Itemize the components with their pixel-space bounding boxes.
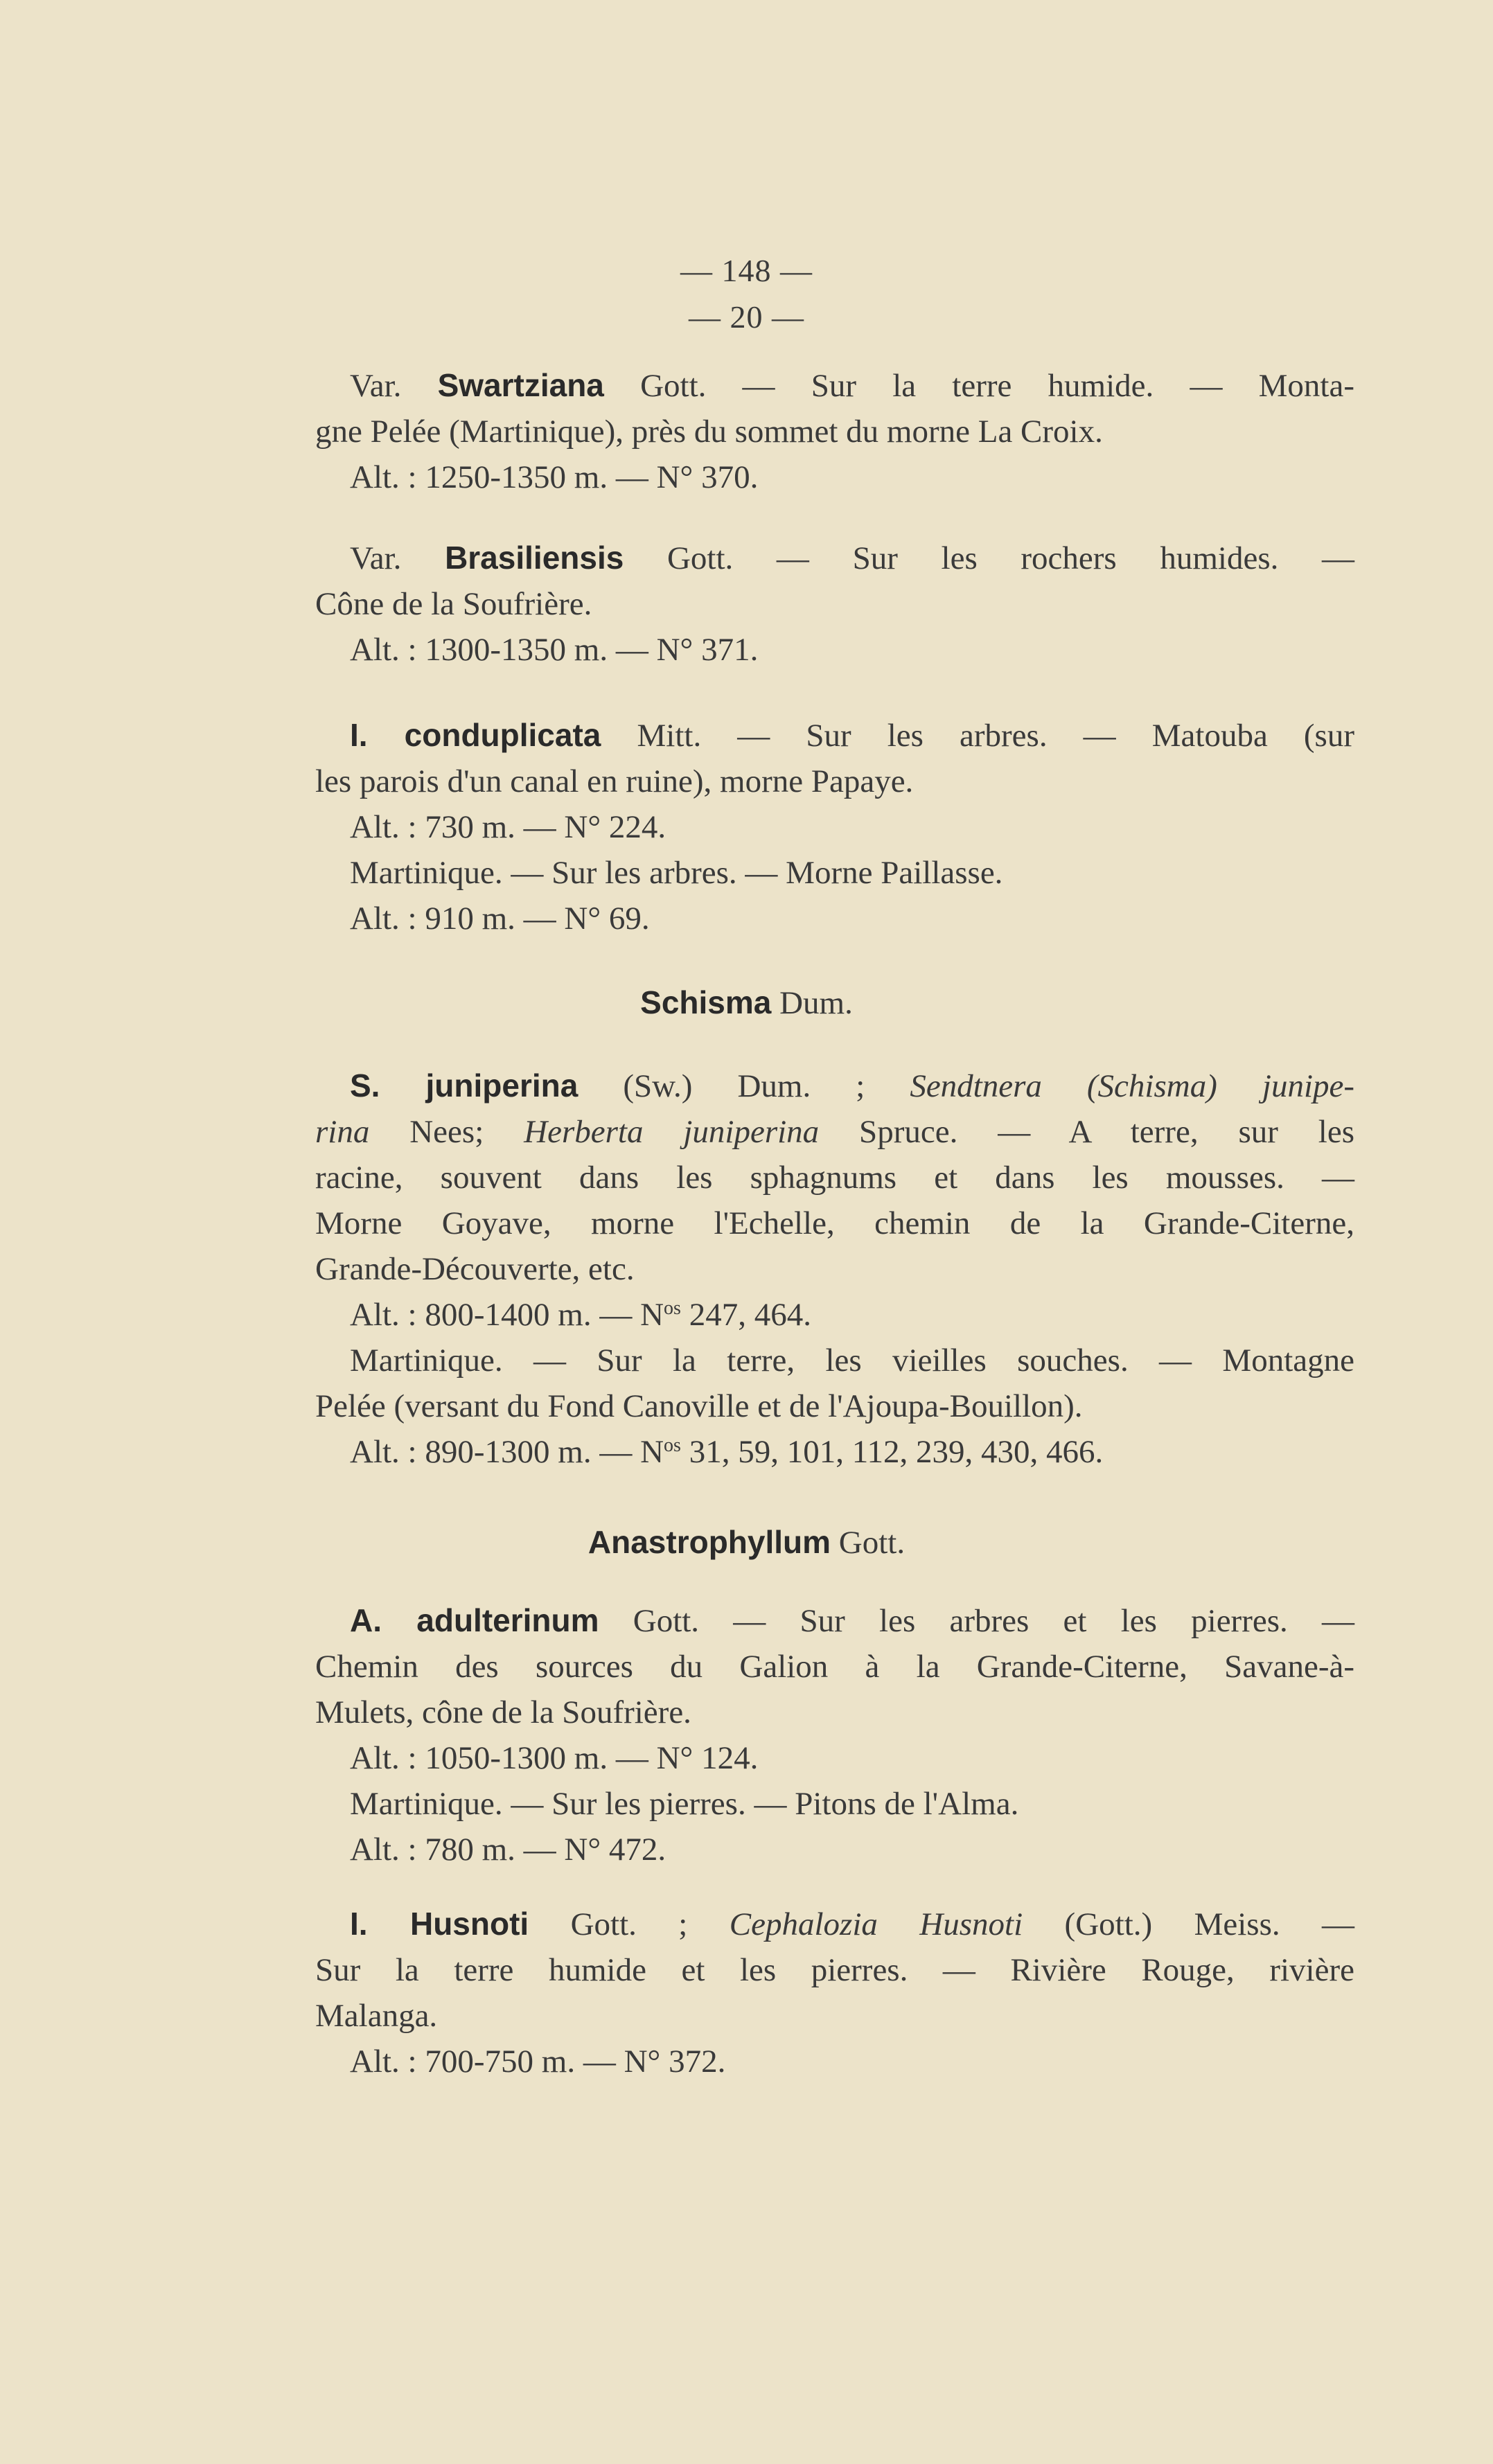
entry-brasiliensis [315, 535, 1354, 673]
number-superscript: os [664, 1435, 681, 1456]
entry-line: Alt. : 1300-1350 m. — N° 371. [350, 632, 759, 668]
entry-text: Nees; [369, 1114, 524, 1150]
entry-prefix: Var. [350, 368, 438, 404]
entry-line [315, 1429, 1354, 1475]
entry-line: gne Pelée (Martinique), près du sommet du morne La Croix. [315, 414, 1103, 450]
entry-line: Alt. : 700-750 m. — N° 372. [350, 2044, 726, 2080]
entry-line: Malanga. [315, 1998, 438, 2034]
entry-husnoti [315, 1901, 1354, 2084]
genus-name: Schisma [640, 984, 772, 1020]
entry-line: Cône de la Soufrière. [315, 586, 592, 622]
entry-text: 247, 464. [680, 1297, 811, 1333]
taxon-name: S. juniperina [350, 1067, 578, 1104]
entry-line: Alt. : 910 m. — N° 69. [350, 901, 650, 937]
taxon-name: Brasiliensis [445, 540, 624, 576]
synonym: Cephalozia Husnoti [729, 1906, 1023, 1942]
page-number-inner: — 20 — [689, 299, 804, 335]
entry-line: Alt. : 730 m. — N° 224. [350, 809, 666, 845]
taxon-name: A. adulterinum [350, 1602, 599, 1638]
entry-line [315, 712, 1354, 759]
synonym: Herberta juniperina [524, 1114, 820, 1150]
entry-line: Martinique. — Sur les pierres. — Pitons de l'Alma. [350, 1786, 1019, 1822]
taxon-name: Swartziana [437, 367, 604, 403]
entry-line [315, 362, 1354, 409]
entry-line: Alt. : 780 m. — N° 472. [350, 1832, 666, 1868]
genus-heading-schisma [0, 980, 1493, 1026]
entry-line: Sur la terre humide et les pierres. — Rivière Rouge, rivière [315, 1952, 1354, 1988]
taxon-name: I. conduplicata [350, 717, 601, 753]
entry-line: Grande-Découverte, etc. [315, 1251, 635, 1287]
entry-line: Chemin des sources du Galion à la Grande-Citerne, Savane-à- [315, 1649, 1354, 1685]
entry-line [315, 1901, 1354, 1947]
entry-line [315, 1597, 1354, 1644]
entry-line [315, 535, 1354, 581]
entry-line: Alt. : 1050-1300 m. — N° 124. [350, 1740, 759, 1776]
number-superscript: os [664, 1297, 681, 1319]
entry-line: Morne Goyave, morne l'Echelle, chemin de la Grande-Citerne, [315, 1205, 1354, 1241]
entry-line: Mulets, cône de la Soufrière. [315, 1694, 691, 1730]
entry-text: Gott. — Sur les rochers humides. — [624, 540, 1355, 576]
genus-author: Gott. [831, 1525, 905, 1561]
entry-text: Alt. : 890-1300 m. — N [350, 1434, 664, 1470]
genus-author: Dum. [771, 985, 853, 1021]
entry-line: Pelée (versant du Fond Canoville et de l'Ajoupa-Bouillon). [315, 1388, 1083, 1424]
entry-line: Alt. : 1250-1350 m. — N° 370. [350, 459, 759, 495]
synonym: rina [315, 1114, 370, 1150]
entry-text: (Gott.) Meiss. — [1023, 1906, 1355, 1942]
entry-line: Martinique. — Sur la terre, les vieilles souches. — Montagne [350, 1342, 1354, 1379]
entry-juniperina [315, 1063, 1354, 1475]
entry-adulterinum [315, 1597, 1354, 1872]
genus-name: Anastrophyllum [588, 1524, 831, 1560]
entry-text: Gott. ; [529, 1906, 730, 1942]
entry-text: Gott. — Sur les arbres et les pierres. — [599, 1603, 1354, 1639]
entry-text: (Sw.) Dum. ; [578, 1068, 910, 1104]
entry-line: racine, souvent dans les sphagnums et dans les mousses. — [315, 1160, 1354, 1196]
taxon-name: I. Husnoti [350, 1906, 529, 1942]
synonym: Sendtnera (Schisma) junipe- [910, 1068, 1355, 1104]
entry-prefix: Var. [350, 540, 445, 576]
entry-line [315, 1109, 1354, 1155]
entry-text: Gott. — Sur la terre humide. — Monta- [603, 368, 1354, 404]
entry-text: Mitt. — Sur les arbres. — Matouba (sur [601, 718, 1355, 754]
entry-text: Alt. : 800-1400 m. — N [350, 1297, 664, 1333]
entry-line: les parois d'un canal en ruine), morne Papaye. [315, 763, 914, 799]
page-number-outer: — 148 — [680, 253, 813, 288]
genus-heading-anastrophyllum [0, 1519, 1493, 1566]
entry-text: 31, 59, 101, 112, 239, 430, 466. [680, 1434, 1104, 1470]
entry-line [315, 1292, 1354, 1338]
entry-text: Spruce. — A terre, sur les [819, 1114, 1354, 1150]
entry-line [315, 1063, 1354, 1109]
entry-conduplicata [315, 712, 1354, 941]
entry-line: Martinique. — Sur les arbres. — Morne Paillasse. [350, 855, 1003, 891]
entry-swartziana [315, 362, 1354, 500]
